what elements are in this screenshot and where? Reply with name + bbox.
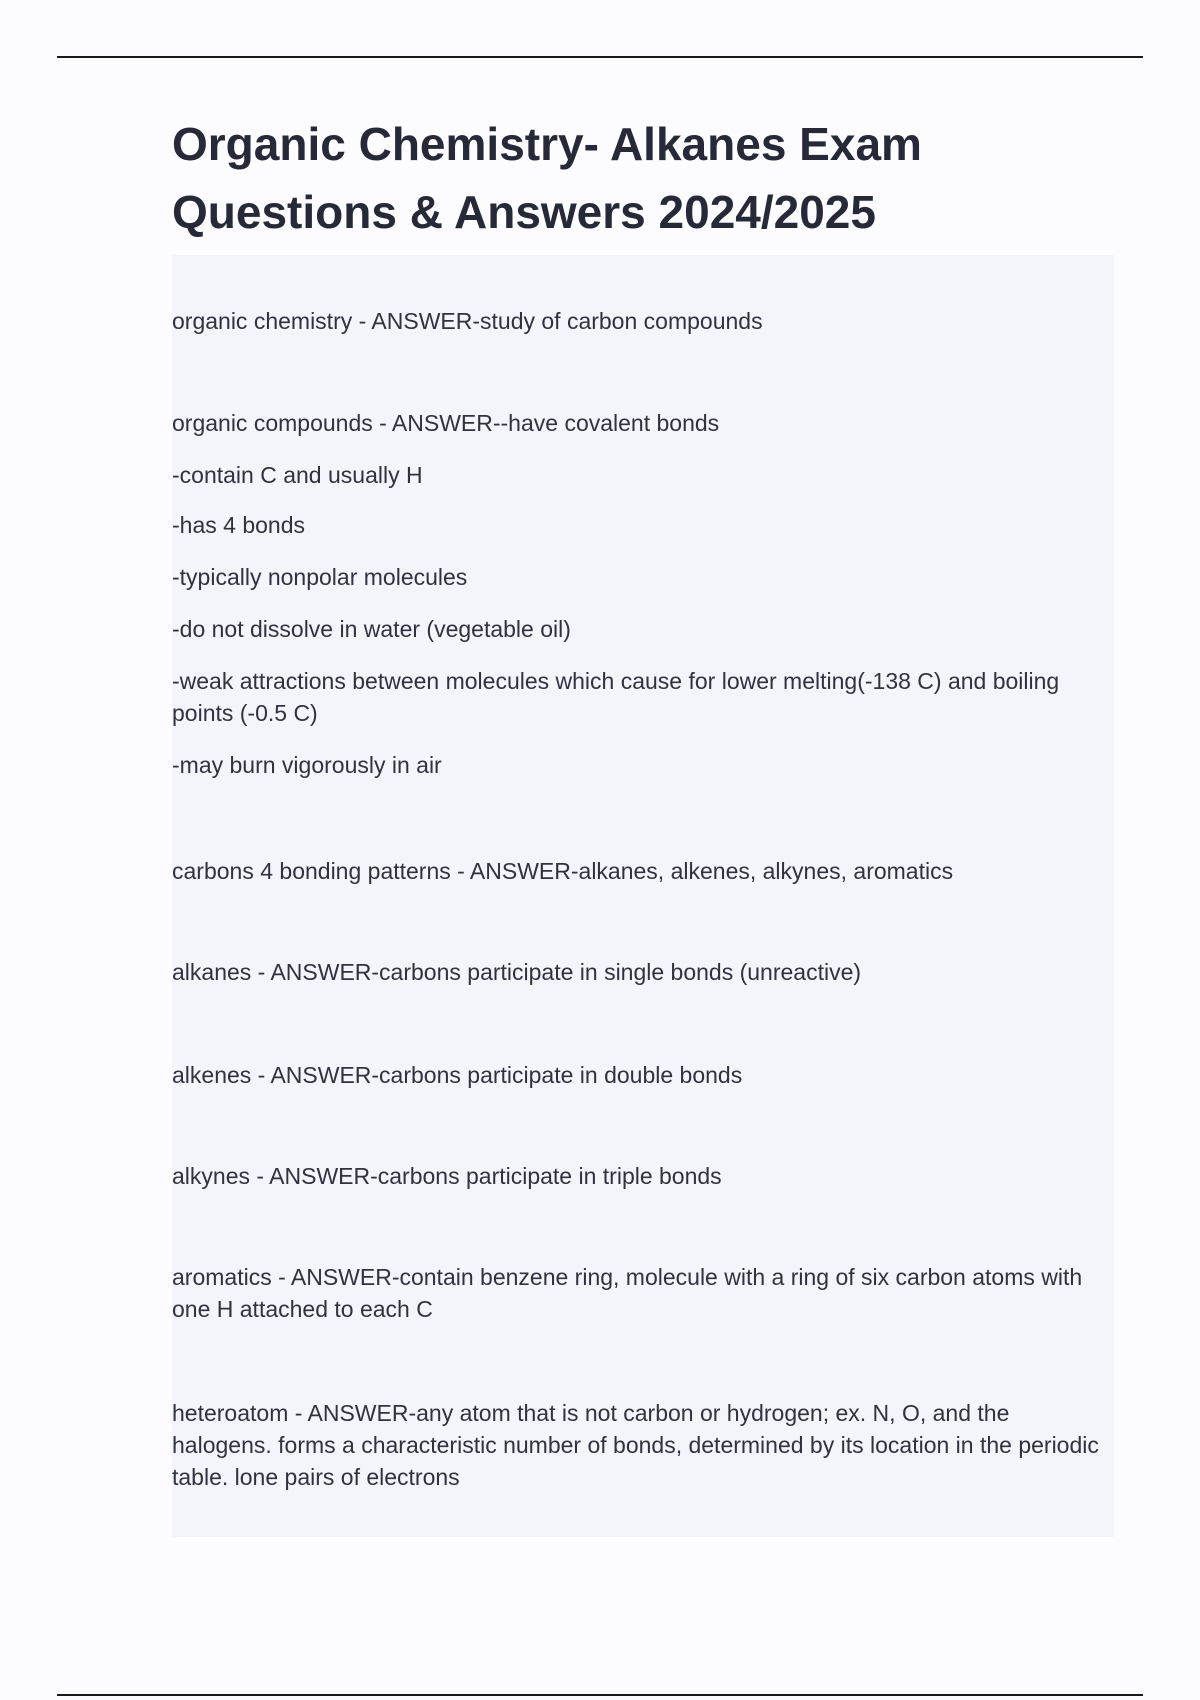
qa-line: alkanes - ANSWER-carbons participate in single bonds (unreactive) bbox=[172, 959, 862, 985]
qa-line: carbons 4 bonding patterns - ANSWER-alkanes, alkenes, alkynes, aromatics bbox=[172, 858, 954, 884]
qa-line: alkynes - ANSWER-carbons participate in triple bonds bbox=[172, 1163, 722, 1189]
qa-line: organic compounds - ANSWER--have covalent bonds bbox=[172, 410, 720, 436]
qa-entry-aromatics bbox=[172, 1261, 1112, 1325]
qa-entry-heteroatom bbox=[172, 1397, 1112, 1493]
qa-line: heteroatom - ANSWER-any atom that is not carbon or hydrogen; ex. N, O, and the halogens. forms a characteristic number of bonds, determined by its location in the periodic table. lone pairs of electrons bbox=[172, 1400, 1099, 1490]
qa-line: -do not dissolve in water (vegetable oil) bbox=[172, 616, 571, 642]
title-line-2: Questions & Answers 2024/2025 bbox=[172, 186, 876, 238]
qa-entry-organic-compounds bbox=[172, 407, 1112, 781]
qa-line: -weak attractions between molecules which cause for lower melting(-138 C) and boiling points (-0.5 C) bbox=[172, 668, 1060, 726]
qa-line: -has 4 bonds bbox=[172, 512, 305, 538]
qa-line: -contain C and usually H bbox=[172, 462, 423, 488]
qa-entry-alkynes bbox=[172, 1160, 1112, 1192]
qa-entry-bonding-patterns bbox=[172, 855, 1112, 887]
qa-line: organic chemistry - ANSWER-study of carbon compounds bbox=[172, 308, 763, 334]
qa-entry-alkenes bbox=[172, 1059, 1112, 1091]
qa-panel bbox=[172, 255, 1114, 1537]
qa-line: -typically nonpolar molecules bbox=[172, 564, 468, 590]
bottom-rule bbox=[57, 1694, 1143, 1696]
qa-line: alkenes - ANSWER-carbons participate in double bonds bbox=[172, 1062, 743, 1088]
qa-line: -may burn vigorously in air bbox=[172, 752, 442, 778]
title-line-1: Organic Chemistry- Alkanes Exam bbox=[172, 118, 922, 170]
qa-line: aromatics - ANSWER-contain benzene ring, molecule with a ring of six carbon atoms with one H attached to each C bbox=[172, 1264, 1083, 1322]
top-rule bbox=[57, 56, 1143, 58]
qa-entry-alkanes bbox=[172, 956, 1112, 988]
document-title bbox=[172, 110, 1092, 246]
qa-entry-organic-chemistry bbox=[172, 305, 1112, 337]
